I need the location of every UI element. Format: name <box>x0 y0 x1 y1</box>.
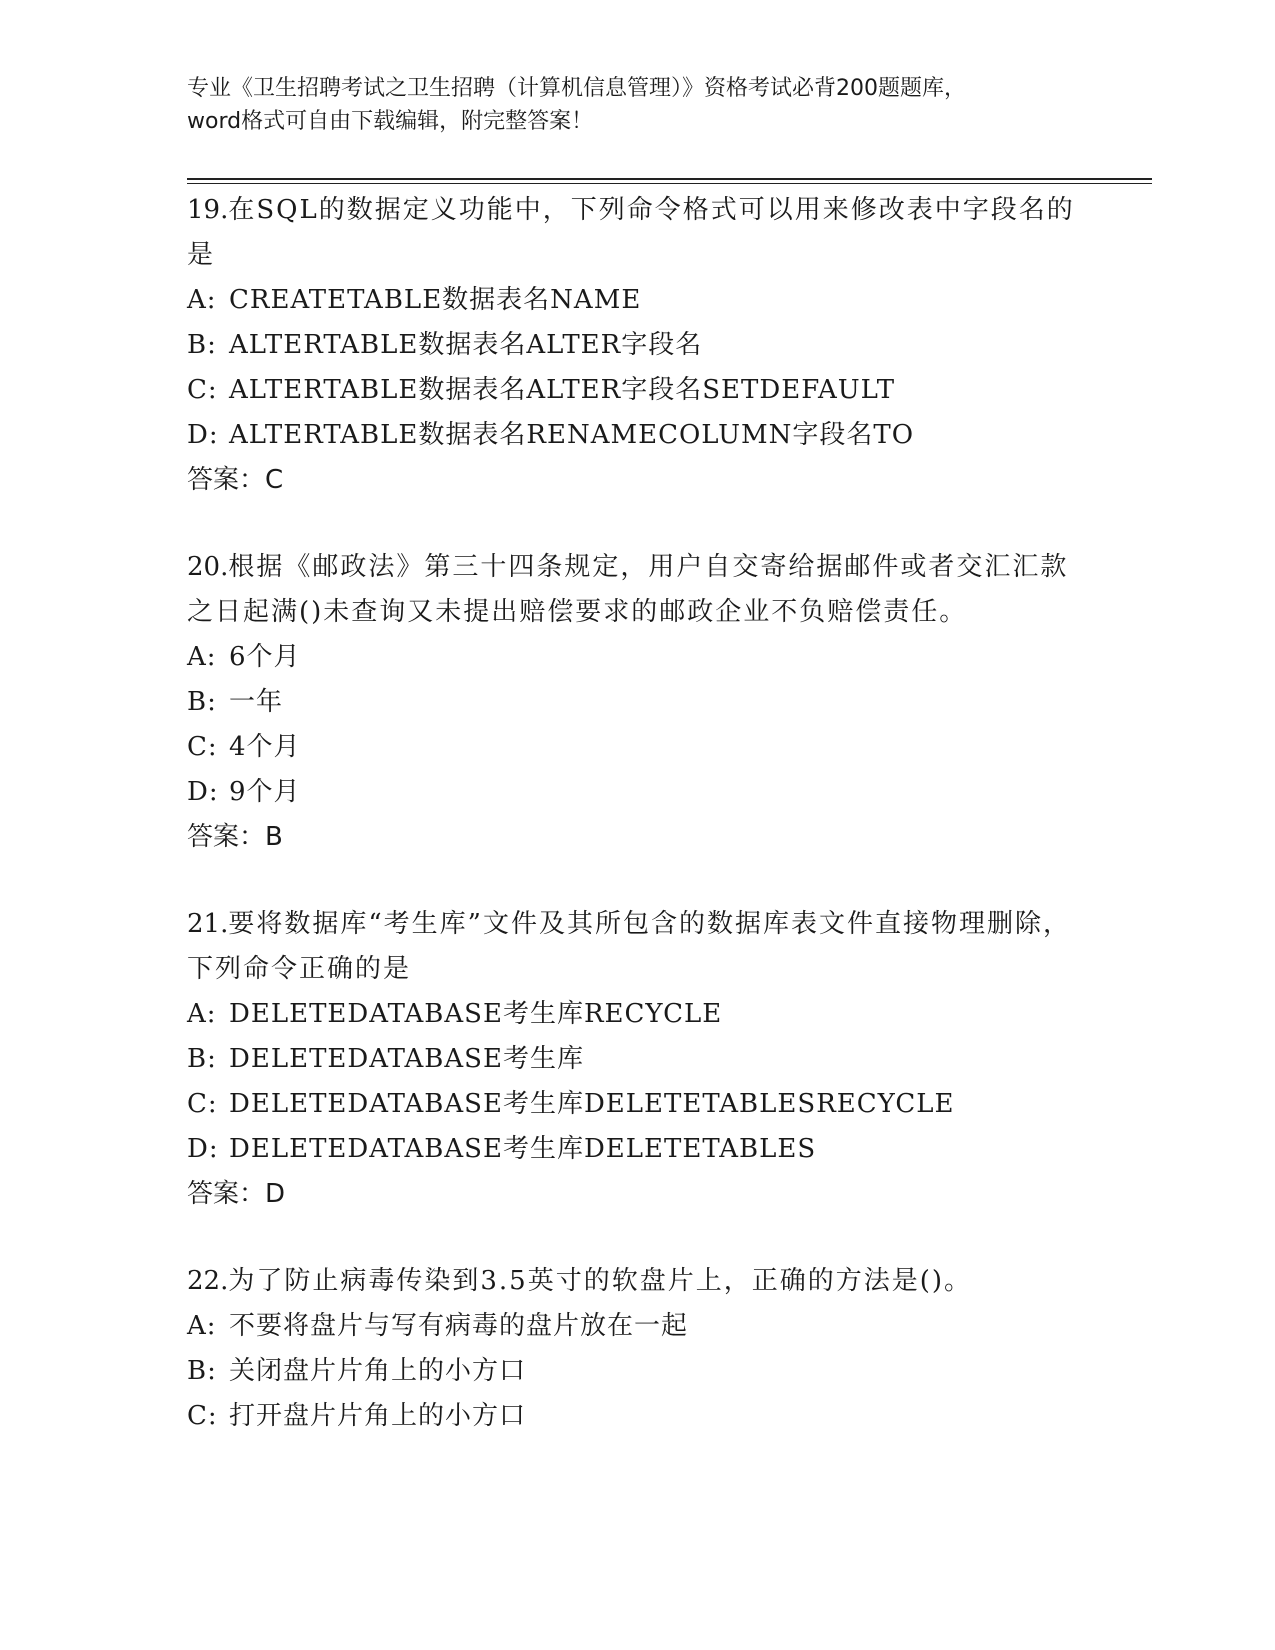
option-text: 一年 <box>229 687 284 717</box>
answer-prefix: 答案： <box>187 1179 266 1209</box>
answer-option <box>187 992 1087 1037</box>
question-stem <box>187 902 1087 992</box>
option-label: A: <box>187 285 217 315</box>
question-block <box>187 545 1087 860</box>
question-text: 根据《邮政法》第三十四条规定，用户自交寄给据邮件或者交汇汇款之日起满()未查询又未提出赔偿要求的邮政企业不负赔偿责任。 <box>187 552 1069 627</box>
header-line-1: 专业《卫生招聘考试之卫生招聘（计算机信息管理）》资格考试必背200题题库， <box>187 76 966 101</box>
answer-option <box>187 1037 1087 1082</box>
option-text: 6个月 <box>229 642 301 672</box>
question-stem <box>187 1259 1087 1304</box>
option-label: B: <box>187 1044 217 1074</box>
option-text: DELETEDATABASE考生库DELETETABLES <box>229 1134 817 1164</box>
question-block <box>187 902 1087 1217</box>
answer-option <box>187 1394 1087 1439</box>
answer-option <box>187 1082 1087 1127</box>
answer-line <box>187 1172 1087 1217</box>
option-text: ALTERTABLE数据表名RENAMECOLUMN字段名TO <box>229 420 915 450</box>
option-text: 打开盘片片角上的小方口 <box>229 1401 527 1431</box>
answer-value: B <box>265 822 283 852</box>
option-label: A: <box>187 642 217 672</box>
option-label: A: <box>187 999 217 1029</box>
question-number: 20. <box>187 552 229 582</box>
answer-option <box>187 1127 1087 1172</box>
answer-option <box>187 1349 1087 1394</box>
option-text: 关闭盘片片角上的小方口 <box>229 1356 527 1386</box>
question-block <box>187 1259 1087 1439</box>
question-number: 21. <box>187 909 229 939</box>
answer-prefix: 答案： <box>187 465 266 495</box>
option-text: CREATETABLE数据表名NAME <box>229 285 642 315</box>
option-label: C: <box>187 1089 218 1119</box>
option-label: D: <box>187 1134 219 1164</box>
question-text: 为了防止病毒传染到3.5英寸的软盘片上，正确的方法是()。 <box>228 1266 972 1296</box>
option-label: B: <box>187 1356 217 1386</box>
option-text: ALTERTABLE数据表名ALTER字段名 <box>229 330 703 360</box>
option-label: A: <box>187 1311 217 1341</box>
answer-option <box>187 323 1087 368</box>
answer-option <box>187 635 1087 680</box>
question-list <box>187 188 1087 1481</box>
header-rule <box>187 178 1152 180</box>
option-text: DELETEDATABASE考生库RECYCLE <box>229 999 723 1029</box>
option-label: D: <box>187 420 219 450</box>
answer-line <box>187 815 1087 860</box>
option-text: DELETEDATABASE考生库 <box>229 1044 584 1074</box>
question-text: 要将数据库“考生库”文件及其所包含的数据库表文件直接物理删除，下列命令正确的是 <box>187 909 1071 984</box>
answer-line <box>187 458 1087 503</box>
question-number: 22. <box>187 1266 229 1296</box>
option-text: 9个月 <box>229 777 301 807</box>
question-stem <box>187 545 1087 635</box>
option-label: C: <box>187 732 218 762</box>
question-text: 在SQL的数据定义功能中，下列命令格式可以用来修改表中字段名的是 <box>187 195 1075 270</box>
answer-option <box>187 770 1087 815</box>
document-header <box>187 72 1087 138</box>
answer-option <box>187 413 1087 458</box>
answer-prefix: 答案： <box>187 822 266 852</box>
option-text: 不要将盘片与写有病毒的盘片放在一起 <box>229 1311 689 1341</box>
option-label: C: <box>187 1401 218 1431</box>
question-block <box>187 188 1087 503</box>
answer-value: D <box>265 1179 286 1209</box>
header-rule-thin <box>187 183 1152 184</box>
question-stem <box>187 188 1087 278</box>
option-label: B: <box>187 330 217 360</box>
option-text: ALTERTABLE数据表名ALTER字段名SETDEFAULT <box>229 375 896 405</box>
question-number: 19. <box>187 195 229 225</box>
answer-value: C <box>265 465 284 495</box>
header-line-2: word格式可自由下载编辑，附完整答案！ <box>187 109 594 134</box>
option-label: D: <box>187 777 219 807</box>
answer-option <box>187 1304 1087 1349</box>
option-text: DELETEDATABASE考生库DELETETABLESRECYCLE <box>229 1089 955 1119</box>
answer-option <box>187 278 1087 323</box>
option-label: C: <box>187 375 218 405</box>
option-text: 4个月 <box>229 732 301 762</box>
answer-option <box>187 725 1087 770</box>
answer-option <box>187 680 1087 725</box>
option-label: B: <box>187 687 217 717</box>
answer-option <box>187 368 1087 413</box>
